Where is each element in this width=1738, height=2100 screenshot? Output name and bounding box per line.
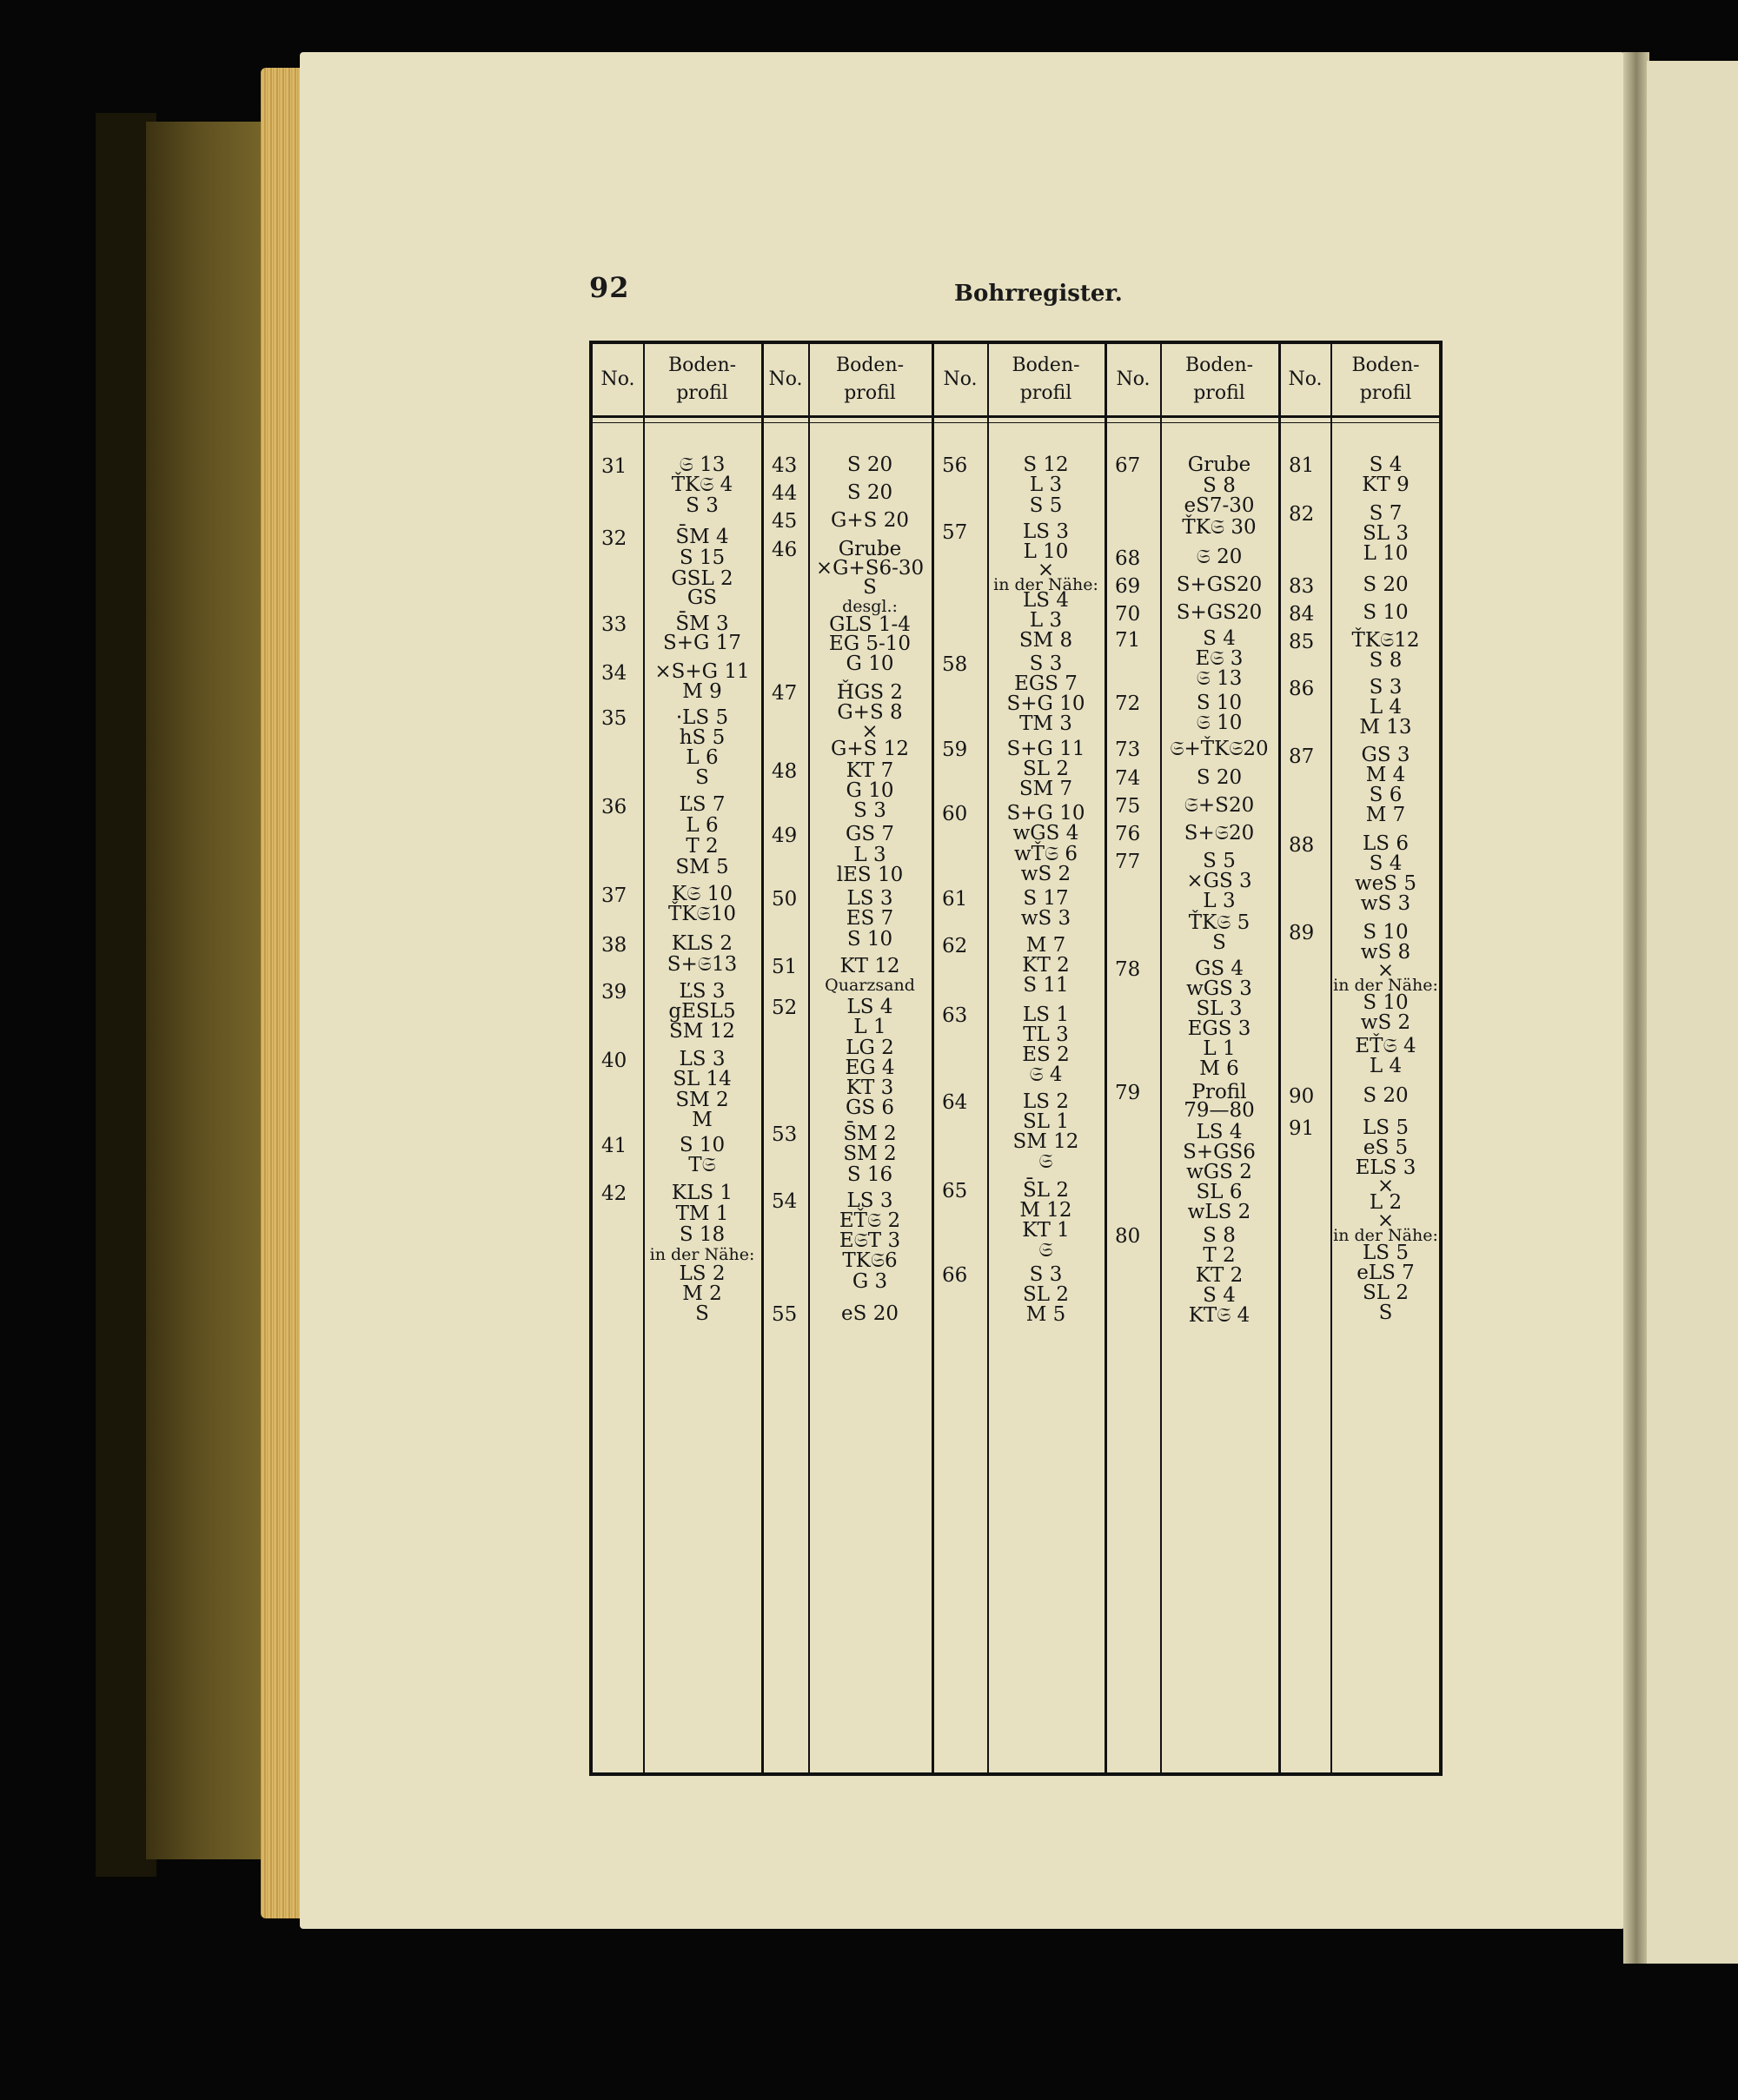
profile-entry: S 8 <box>1203 474 1236 497</box>
profile-entry: GS 7 <box>845 823 895 845</box>
profile-entry: S 3 <box>1029 653 1063 675</box>
profile-entry: S 3 <box>853 799 886 822</box>
bohrregister-table <box>589 341 1443 1776</box>
bohrung-number: 83 <box>1289 575 1315 598</box>
facing-page <box>1647 61 1738 1964</box>
bohrung-number: 45 <box>772 510 798 533</box>
profile-entry: S <box>863 576 877 599</box>
profile-entry: ×GS 3 <box>1186 870 1252 892</box>
profile-entry: KLS 2 <box>671 932 733 955</box>
profile-entry: LS 4 <box>1196 1121 1243 1143</box>
profile-entry: wS 3 <box>1020 907 1071 930</box>
profile-entry: L 3 <box>1029 474 1063 496</box>
profile-entry: L 3 <box>1203 890 1236 912</box>
bohrung-number: 51 <box>772 956 798 978</box>
profile-entry: 𝔖 20 <box>1196 546 1243 568</box>
running-head: Bohrregister. <box>954 281 1123 307</box>
bohrung-number: 89 <box>1289 922 1315 944</box>
profile-entry: × <box>1376 959 1395 982</box>
header-no: No. <box>768 368 803 390</box>
bohrung-number: 48 <box>772 760 798 783</box>
profile-entry: gESL5 <box>668 1000 736 1023</box>
profile-entry: ĽS 7 <box>679 793 726 816</box>
profile-entry: 𝔖 <box>1038 1239 1053 1262</box>
header-bodenprofil <box>987 344 1104 415</box>
profile-entry: wGS 3 <box>1186 977 1252 1000</box>
profile-entry: SL 1 <box>1023 1110 1069 1133</box>
profile-entry: ŤK𝔖12 <box>1351 629 1420 652</box>
bohrung-number: 67 <box>1115 454 1141 477</box>
profile-entry: S 4 <box>1203 1284 1236 1307</box>
header-rule <box>593 415 1439 418</box>
bohrung-number: 56 <box>942 454 968 477</box>
header-line-2: profil <box>676 382 728 404</box>
bohrung-number: 55 <box>772 1303 798 1326</box>
profile-entry: L 1 <box>1203 1037 1236 1060</box>
profile-entry: 𝔖 13 <box>679 454 726 476</box>
header-line-2: profil <box>1359 382 1412 404</box>
profile-entry: desgl.: <box>842 597 898 616</box>
profile-entry: S 5 <box>1029 494 1063 517</box>
profile-entry: S <box>1378 1302 1393 1324</box>
profile-entry: S+GS20 <box>1176 601 1263 624</box>
profile-entry: EG 4 <box>845 1057 895 1079</box>
profile-entry: ŤK𝔖 4 <box>671 474 733 496</box>
profile-entry: lES 10 <box>836 864 904 886</box>
bohrung-number: 41 <box>601 1135 627 1157</box>
profile-entry: S 5 <box>1203 850 1236 872</box>
profile-entry: SM 5 <box>675 856 729 878</box>
bohrung-number: 81 <box>1289 454 1315 477</box>
bohrung-number: 84 <box>1289 603 1315 626</box>
bohrung-number: 85 <box>1289 631 1315 653</box>
bohrung-number: 39 <box>601 981 627 1004</box>
profile-entry: SM 8 <box>1018 629 1073 652</box>
bohrung-number: 33 <box>601 613 627 636</box>
profile-entry: Quarzsand <box>825 976 915 995</box>
profile-entry: eS 20 <box>841 1302 899 1325</box>
profile-entry: G 3 <box>852 1270 888 1293</box>
profile-entry: GS 6 <box>845 1096 895 1119</box>
profile-entry: S 10 <box>1196 692 1243 714</box>
profile-entry: S+𝔖20 <box>1184 822 1255 845</box>
profile-entry: M <box>692 1109 713 1131</box>
bohrung-number: 86 <box>1289 678 1315 700</box>
profile-entry: M 5 <box>1025 1303 1066 1326</box>
page-number: 92 <box>589 271 630 304</box>
profile-entry: ×G+S6-30 <box>815 557 925 580</box>
bohrung-number: 57 <box>942 521 968 544</box>
bohrung-number: 63 <box>942 1004 968 1027</box>
profile-entry: S 15 <box>679 547 726 569</box>
profile-entry: KT 12 <box>839 955 900 977</box>
book-spine <box>146 122 276 1859</box>
profile-entry: L 6 <box>686 814 719 837</box>
column-divider <box>761 344 764 1772</box>
profile-entry: GS 4 <box>1194 957 1244 980</box>
header-bodenprofil <box>643 344 761 415</box>
profile-entry: S 20 <box>846 454 893 476</box>
header-line-2: profil <box>844 382 896 404</box>
profile-entry: wS 2 <box>1360 1011 1411 1034</box>
book-gutter <box>1623 52 1649 1964</box>
profile-entry: S 3 <box>1369 676 1403 699</box>
profile-entry: TL 3 <box>1023 1024 1069 1046</box>
profile-entry: S 10 <box>1363 991 1409 1014</box>
profile-entry: KT 7 <box>846 759 894 782</box>
profile-entry: wS 8 <box>1360 941 1411 964</box>
header-line-1: Boden- <box>1012 354 1080 376</box>
profile-entry: S 4 <box>1369 454 1403 476</box>
profile-entry: ES 2 <box>1022 1043 1070 1066</box>
profile-entry: S 20 <box>846 481 893 504</box>
profile-entry: S 16 <box>846 1163 893 1186</box>
profile-entry: S <box>695 1302 709 1325</box>
bohrung-number: 44 <box>772 482 798 505</box>
profile-entry: GS 3 <box>1361 744 1410 766</box>
profile-entry: LS 2 <box>1023 1090 1069 1113</box>
bohrung-number: 54 <box>772 1190 798 1213</box>
profile-entry: 𝔖 4 <box>1029 1063 1063 1086</box>
profile-entry: SM 7 <box>1018 778 1073 800</box>
bohrung-number: 50 <box>772 888 798 911</box>
bohrung-number: 73 <box>1115 739 1141 761</box>
profile-entry: LS 5 <box>1363 1242 1409 1264</box>
bohrung-number: 61 <box>942 888 968 911</box>
bohrung-number: 88 <box>1289 834 1315 857</box>
profile-entry: ×S+G 11 <box>654 660 750 683</box>
profile-entry: SL 14 <box>673 1068 732 1090</box>
profile-entry: E𝔖T 3 <box>839 1229 901 1252</box>
profile-entry: SL 2 <box>1363 1282 1409 1304</box>
profile-entry: LG 2 <box>846 1037 894 1059</box>
profile-entry: SL 6 <box>1196 1181 1243 1203</box>
column-divider <box>1104 344 1107 1772</box>
header-line-2: profil <box>1019 382 1072 404</box>
profile-entry: S̄M 3 <box>675 613 729 635</box>
bohrung-number: 42 <box>601 1182 627 1205</box>
profile-entry: S+𝔖13 <box>667 953 738 976</box>
bohrung-number: 87 <box>1289 745 1315 768</box>
profile-entry: ŤK𝔖 30 <box>1182 516 1257 539</box>
profile-entry: SL 2 <box>1023 1283 1069 1306</box>
header-line-1: Boden- <box>667 354 737 376</box>
profile-entry: ELS 3 <box>1355 1156 1416 1179</box>
profile-entry: SM 12 <box>1012 1130 1079 1153</box>
bohrung-number: 75 <box>1115 795 1141 818</box>
profile-entry: ŤK𝔖10 <box>668 903 736 925</box>
bohrung-number: 37 <box>601 884 627 907</box>
bohrung-number: 64 <box>942 1091 968 1114</box>
profile-entry: M 6 <box>1199 1057 1239 1080</box>
bohrung-number: 72 <box>1115 692 1141 715</box>
profile-entry: × <box>861 720 879 743</box>
bohrung-number: 43 <box>772 454 798 477</box>
bohrung-number: 69 <box>1115 575 1141 598</box>
profile-entry: M 9 <box>682 680 722 703</box>
profile-entry: 79—80 <box>1184 1099 1255 1122</box>
profile-entry: 𝔖+ŤK𝔖20 <box>1170 738 1269 760</box>
profile-entry: 𝔖+S20 <box>1184 794 1255 817</box>
header-line-1: Boden- <box>1351 354 1420 376</box>
profile-entry: 𝔖 <box>1038 1150 1053 1173</box>
bohrung-number: 47 <box>772 682 798 705</box>
profile-entry: L 4 <box>1369 1055 1403 1077</box>
header-line-2: profil <box>1193 382 1245 404</box>
profile-entry: ȞGS 2 <box>836 681 904 704</box>
profile-entry: S 6 <box>1369 784 1403 806</box>
bohrung-number: 70 <box>1115 603 1141 626</box>
bohrung-number: 34 <box>601 662 627 685</box>
profile-entry: G+S 8 <box>837 701 903 724</box>
profile-entry: Profil <box>1191 1081 1247 1103</box>
profile-entry: S+GS6 <box>1183 1141 1256 1163</box>
profile-entry: in der Nähe: <box>649 1245 755 1264</box>
profile-entry: L 6 <box>686 746 719 769</box>
bohrung-number: 68 <box>1115 547 1141 570</box>
profile-entry: S 3 <box>1029 1263 1063 1286</box>
profile-entry: TM 1 <box>675 1202 729 1225</box>
profile-entry: S 8 <box>1203 1224 1236 1247</box>
profile-entry: S 10 <box>1363 601 1409 624</box>
profile-entry: S 4 <box>1203 627 1236 650</box>
profile-entry: S+G 17 <box>663 632 741 654</box>
header-rule-thin <box>593 422 1439 423</box>
profile-entry: S 20 <box>1363 573 1409 596</box>
bohrung-number: 71 <box>1115 629 1141 652</box>
profile-entry: M 7 <box>1025 934 1066 957</box>
bohrung-number: 32 <box>601 527 627 550</box>
column-divider <box>1278 344 1281 1772</box>
profile-entry: LS 5 <box>1363 1116 1409 1139</box>
header-line-1: Boden- <box>1184 354 1254 376</box>
profile-entry: S̄L 2 <box>1023 1179 1069 1202</box>
header-no: No. <box>1288 368 1323 390</box>
header-no: No. <box>600 368 635 390</box>
bohrung-number: 53 <box>772 1123 798 1146</box>
bohrung-number: 40 <box>601 1050 627 1072</box>
bohrung-number: 76 <box>1115 823 1141 845</box>
profile-entry: EŤ𝔖 2 <box>839 1209 901 1232</box>
header-no: No. <box>943 368 978 390</box>
bohrung-number: 60 <box>942 803 968 825</box>
profile-entry: SM 2 <box>843 1143 897 1165</box>
bohrung-number: 31 <box>601 455 627 478</box>
profile-entry: M 4 <box>1365 764 1406 786</box>
profile-entry: in der Nähe: <box>1333 1226 1438 1245</box>
profile-entry: S+GS20 <box>1176 573 1263 596</box>
bohrung-number: 79 <box>1115 1082 1141 1104</box>
bohrung-number: 59 <box>942 739 968 761</box>
profile-entry: E𝔖 3 <box>1195 647 1244 670</box>
profile-entry: EŤ𝔖 4 <box>1355 1035 1416 1057</box>
profile-entry: S 20 <box>1196 766 1243 789</box>
profile-entry: GSL 2 <box>671 567 733 590</box>
bohrung-number: 58 <box>942 653 968 676</box>
profile-entry: LS 1 <box>1023 1004 1069 1026</box>
header-bodenprofil <box>808 344 932 415</box>
bohrung-number: 80 <box>1115 1225 1141 1248</box>
profile-entry: TK𝔖6 <box>842 1249 898 1272</box>
profile-entry: SM 12 <box>669 1020 735 1043</box>
profile-entry: M 13 <box>1359 716 1412 739</box>
profile-entry: S <box>695 766 709 789</box>
profile-entry: G+S 12 <box>831 738 909 760</box>
profile-entry: S 4 <box>1369 852 1403 875</box>
bohrung-number: 38 <box>601 934 627 957</box>
bohrung-number: 66 <box>942 1264 968 1287</box>
profile-entry: T 2 <box>1203 1244 1236 1267</box>
profile-entry: KT 1 <box>1022 1219 1070 1242</box>
profile-entry: S̄M 4 <box>675 526 729 548</box>
profile-entry: LS 6 <box>1363 832 1409 855</box>
profile-entry: S+G 11 <box>1006 738 1085 760</box>
profile-entry: × <box>1376 1175 1395 1197</box>
profile-entry: in der Nähe: <box>1333 976 1438 995</box>
profile-entry: G 10 <box>846 779 894 802</box>
profile-entry: T𝔖 <box>688 1154 716 1176</box>
profile-entry: GS <box>687 586 718 609</box>
profile-entry: M 2 <box>682 1282 722 1305</box>
profile-entry: EGS 7 <box>1014 672 1078 695</box>
bohrung-number: 46 <box>772 539 798 561</box>
profile-entry: L 3 <box>853 844 886 866</box>
profile-entry: EGS 3 <box>1187 1017 1251 1040</box>
profile-entry: G 10 <box>846 653 894 675</box>
profile-entry: LS 4 <box>1023 589 1069 612</box>
profile-entry: LS 3 <box>679 1048 726 1070</box>
profile-entry: S 10 <box>679 1134 726 1156</box>
profile-entry: in der Nähe: <box>993 575 1098 594</box>
profile-entry: TM 3 <box>1019 712 1072 735</box>
profile-entry: S 10 <box>846 928 893 951</box>
profile-entry: LS 3 <box>846 887 893 910</box>
profile-entry: L 10 <box>1363 542 1409 565</box>
profile-entry: LS 4 <box>846 996 893 1018</box>
profile-entry: KLS 1 <box>671 1182 733 1204</box>
profile-entry: wS 3 <box>1360 892 1411 915</box>
header-bodenprofil <box>1160 344 1278 415</box>
bohrung-number: 78 <box>1115 958 1141 981</box>
profile-entry: Grube <box>1187 454 1251 476</box>
profile-entry: eS7-30 <box>1184 494 1255 517</box>
bohrung-number: 90 <box>1289 1085 1315 1108</box>
profile-entry: LS 3 <box>846 1189 893 1212</box>
profile-entry: SL 2 <box>1023 758 1069 780</box>
profile-entry: ĽS 3 <box>679 980 726 1003</box>
profile-entry: hS 5 <box>679 726 726 749</box>
profile-entry: × <box>1376 1209 1395 1232</box>
profile-entry: KT 9 <box>1362 474 1410 496</box>
profile-entry: G+S 20 <box>831 509 909 532</box>
profile-entry: wLS 2 <box>1187 1201 1251 1223</box>
profile-entry: wŤ𝔖 6 <box>1013 843 1078 865</box>
header-no: No. <box>1116 368 1151 390</box>
profile-entry: S 11 <box>1023 974 1069 997</box>
profile-entry: S 12 <box>1023 454 1069 476</box>
profile-entry: LS 3 <box>1023 520 1069 543</box>
bohrung-number: 49 <box>772 825 798 847</box>
profile-entry: L 3 <box>1029 609 1063 632</box>
bohrung-number: 65 <box>942 1180 968 1202</box>
profile-entry: T 2 <box>686 835 719 858</box>
bohrung-number: 91 <box>1289 1117 1315 1140</box>
bohrung-number: 62 <box>942 935 968 957</box>
profile-entry: M 12 <box>1019 1199 1072 1222</box>
profile-entry: SM 2 <box>675 1089 729 1111</box>
profile-entry: S 7 <box>1369 502 1403 525</box>
profile-entry: S 3 <box>686 494 719 517</box>
profile-entry: eS 5 <box>1363 1136 1409 1159</box>
bohrung-number: 36 <box>601 796 627 818</box>
profile-entry: ES 7 <box>846 907 894 930</box>
bohrung-number: 82 <box>1289 503 1315 526</box>
profile-entry: ŤK𝔖 5 <box>1188 911 1250 934</box>
profile-entry: SL 3 <box>1363 522 1409 545</box>
profile-entry: EG 5-10 <box>828 633 912 655</box>
header-bodenprofil <box>1330 344 1441 415</box>
profile-entry: L 4 <box>1369 696 1403 719</box>
profile-entry: S 8 <box>1369 649 1403 672</box>
profile-entry: KT 2 <box>1195 1264 1244 1287</box>
profile-entry: GLS 1-4 <box>829 613 911 636</box>
profile-entry: wS 2 <box>1020 863 1071 885</box>
profile-entry: S+G 10 <box>1006 802 1085 825</box>
profile-entry: S̄M 2 <box>843 1123 897 1145</box>
column-divider <box>932 344 934 1772</box>
profile-entry: L 2 <box>1369 1191 1403 1214</box>
profile-entry: S 10 <box>1363 921 1409 944</box>
profile-entry: eLS 7 <box>1357 1262 1415 1284</box>
bohrung-number: 74 <box>1115 767 1141 790</box>
profile-entry: KT𝔖 4 <box>1188 1304 1250 1327</box>
profile-entry: S <box>1212 931 1226 954</box>
profile-entry: wGS 2 <box>1186 1161 1252 1183</box>
profile-entry: weS 5 <box>1355 872 1416 895</box>
profile-entry: Grube <box>838 538 902 560</box>
profile-entry: 𝔖 10 <box>1196 712 1243 734</box>
bohrung-number: 77 <box>1115 851 1141 873</box>
profile-entry: KT 2 <box>1022 954 1070 977</box>
bohrung-number: 35 <box>601 707 627 730</box>
profile-entry: K𝔖 10 <box>672 883 733 905</box>
profile-entry: KT 3 <box>846 1076 894 1099</box>
profile-entry: S 20 <box>1363 1084 1409 1107</box>
profile-entry: M 7 <box>1365 804 1406 826</box>
bohrung-number: 52 <box>772 997 798 1019</box>
profile-entry: L 1 <box>853 1016 886 1038</box>
profile-entry: 𝔖 13 <box>1196 667 1243 690</box>
header-line-1: Boden- <box>835 354 905 376</box>
profile-entry: wGS 4 <box>1012 822 1079 845</box>
profile-entry: L 10 <box>1023 540 1069 563</box>
profile-entry: S 17 <box>1023 887 1069 910</box>
profile-entry: LS 2 <box>679 1262 726 1285</box>
profile-entry: SL 3 <box>1196 997 1243 1020</box>
profile-entry: ·LS 5 <box>675 706 729 729</box>
profile-entry: S+G 10 <box>1006 692 1085 715</box>
profile-entry: × <box>1037 559 1055 581</box>
profile-entry: S 18 <box>679 1223 726 1246</box>
